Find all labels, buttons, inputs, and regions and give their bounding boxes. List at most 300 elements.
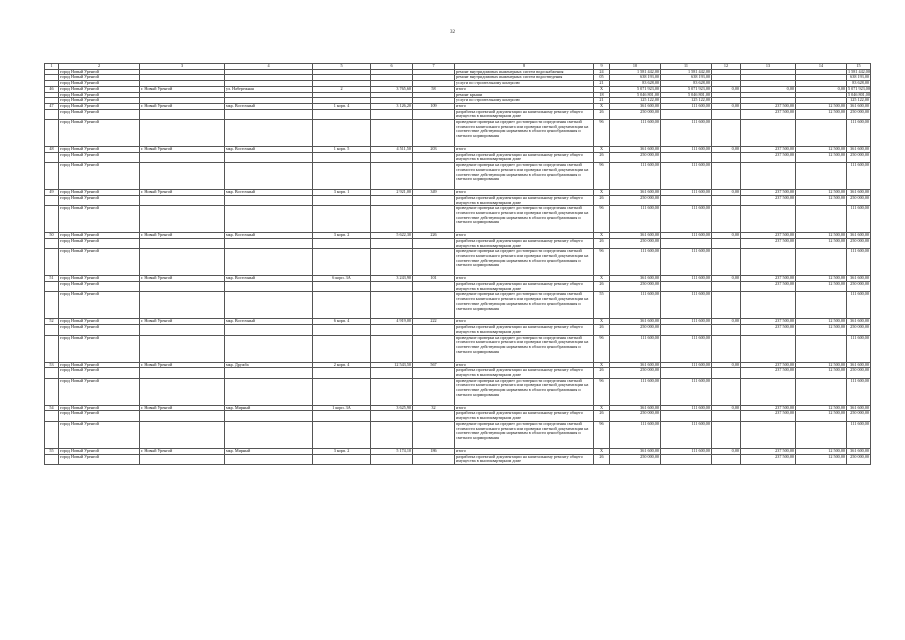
table-cell: город Новый Уренгой	[59, 282, 140, 292]
table-cell: 50	[45, 233, 59, 239]
table-cell: 111 600,00	[847, 249, 871, 276]
table-cell	[45, 195, 59, 205]
table-cell	[661, 109, 712, 119]
table-cell	[140, 325, 225, 335]
table-cell	[313, 411, 371, 421]
table-cell: 1 корп. 3А	[313, 405, 371, 411]
table-cell	[225, 163, 313, 190]
table-cell	[225, 454, 313, 464]
table-cell: 250 000,00	[847, 282, 871, 292]
table-cell: 361 600,00	[610, 233, 661, 239]
table-cell	[225, 335, 313, 362]
table-cell: разработка проектной документации на капитальному ремонту общего имущества в многоквартирном доме	[455, 411, 594, 421]
table-cell	[225, 152, 313, 162]
table-cell: 125 122,00	[661, 98, 712, 104]
table-cell	[712, 195, 741, 205]
table-cell: 2	[313, 86, 371, 92]
table-cell: услуги по строительному контролю	[455, 81, 594, 87]
table-cell: 111 600,00	[661, 421, 712, 448]
table-row	[45, 411, 871, 421]
table-cell: 6 корп. 4	[313, 319, 371, 325]
table-cell: 0,00	[796, 86, 847, 92]
table-cell: 0,00	[712, 448, 741, 454]
table-cell: 361 600,00	[847, 190, 871, 196]
table-cell	[225, 238, 313, 248]
table-cell: 237 500,00	[741, 454, 796, 464]
table-cell: город Новый Уренгой	[59, 147, 140, 153]
table-cell: город Новый Уренгой	[59, 75, 140, 81]
table-cell	[741, 206, 796, 233]
table-cell: 12 500,00	[796, 454, 847, 464]
table-cell: г. Новый Уренгой	[140, 276, 225, 282]
table-cell: итого	[455, 103, 594, 109]
table-cell: итого	[455, 319, 594, 325]
table-cell: 111 600,00	[661, 206, 712, 233]
table-cell	[371, 109, 413, 119]
table-cell	[413, 152, 455, 162]
table-cell: 250 000,00	[610, 282, 661, 292]
table-cell: 237 500,00	[741, 448, 796, 454]
table-cell	[741, 292, 796, 319]
table-cell: город Новый Уренгой	[59, 103, 140, 109]
table-cell: 0,00	[712, 147, 741, 153]
table-cell: 26	[594, 411, 610, 421]
table-cell: 361 600,00	[847, 448, 871, 454]
table-row	[45, 109, 871, 119]
table-cell	[140, 421, 225, 448]
column-number: 4	[225, 64, 313, 70]
table-cell	[140, 152, 225, 162]
table-cell	[741, 378, 796, 405]
table-cell: проведение проверки на предмет достоверности определения сметной стоимости капитального ремонта или проверки сметной документации на соответствие действующим нормативам в области ценообразования и сметного нормирования	[455, 292, 594, 319]
table-cell: 638 193,00	[610, 75, 661, 81]
table-cell: 186	[413, 448, 455, 454]
table-cell: 5 046 801,00	[610, 92, 661, 98]
table-cell	[45, 120, 59, 147]
table-cell: ремонт внутридомовых инженерных систем водоснабжения	[455, 69, 594, 75]
table-cell: 101	[413, 276, 455, 282]
table-cell	[371, 378, 413, 405]
table-cell: 361 600,00	[610, 276, 661, 282]
table-cell: итого	[455, 190, 594, 196]
table-cell: 5 046 801,00	[661, 92, 712, 98]
table-cell: 237 500,00	[741, 319, 796, 325]
table-cell: г. Новый Уренгой	[140, 147, 225, 153]
column-number: 11	[661, 64, 712, 70]
table-cell	[741, 335, 796, 362]
table-cell: 12 500,00	[796, 319, 847, 325]
table-cell: итого	[455, 233, 594, 239]
table-cell	[313, 325, 371, 335]
table-cell: проведение проверки на предмет достоверности определения сметной стоимости капитального ремонта или проверки сметной документации на соответствие действующим нормативам в области ценообразования и сметного нормирования	[455, 335, 594, 362]
table-cell: 12 500,00	[796, 109, 847, 119]
table-cell: город Новый Уренгой	[59, 81, 140, 87]
table-cell: 250 000,00	[847, 454, 871, 464]
table-cell: 0,00	[712, 233, 741, 239]
table-cell: 0,00	[712, 405, 741, 411]
table-cell: 12 500,00	[796, 282, 847, 292]
table-cell: 0,00	[741, 86, 796, 92]
table-cell: 111 600,00	[847, 335, 871, 362]
table-row	[45, 368, 871, 378]
table-cell: 250 000,00	[610, 195, 661, 205]
table-row	[45, 249, 871, 276]
table-cell: 1 581 442,00	[661, 69, 712, 75]
table-cell: 250 000,00	[610, 152, 661, 162]
table-cell: город Новый Уренгой	[59, 454, 140, 464]
table-cell: 125 122,00	[610, 98, 661, 104]
table-cell: город Новый Уренгой	[59, 249, 140, 276]
table-cell: разработка проектной документации на капитальному ремонту общего имущества в многоквартирном доме	[455, 282, 594, 292]
table-cell: 55	[45, 448, 59, 454]
table-cell: 53	[45, 362, 59, 368]
table-cell: 5 622,30	[371, 233, 413, 239]
table-cell	[741, 120, 796, 147]
table-cell: 237 500,00	[741, 276, 796, 282]
page-number: 32	[450, 30, 455, 35]
table-cell: 237 500,00	[741, 152, 796, 162]
table-cell: 1 581 442,00	[610, 69, 661, 75]
table-cell: 3 243,90	[371, 276, 413, 282]
table-cell	[413, 109, 455, 119]
table-cell	[712, 152, 741, 162]
table-cell: город Новый Уренгой	[59, 206, 140, 233]
table-cell: мкр. Восточный	[225, 103, 313, 109]
table-cell	[313, 152, 371, 162]
table-cell: г. Новый Уренгой	[140, 405, 225, 411]
table-cell: 26	[594, 238, 610, 248]
table-cell: X	[594, 405, 610, 411]
table-cell: 96	[594, 206, 610, 233]
table-cell	[413, 120, 455, 147]
table-cell: город Новый Уренгой	[59, 448, 140, 454]
table-cell: 361 600,00	[610, 147, 661, 153]
table-cell: 12 500,00	[796, 147, 847, 153]
table-cell: г. Новый Уренгой	[140, 103, 225, 109]
table-row	[45, 238, 871, 248]
table-cell: 111 600,00	[847, 120, 871, 147]
table-cell	[140, 454, 225, 464]
table-cell: 111 600,00	[610, 163, 661, 190]
table-cell: 5 071 923,00	[610, 86, 661, 92]
table-cell: 125 122,00	[847, 98, 871, 104]
table-cell: 58	[413, 86, 455, 92]
table-cell	[413, 368, 455, 378]
table-cell	[796, 120, 847, 147]
table-cell: 0,00	[712, 103, 741, 109]
table-cell	[313, 282, 371, 292]
table-cell: 361 600,00	[610, 362, 661, 368]
table-cell	[313, 206, 371, 233]
table-cell: 26	[594, 282, 610, 292]
table-cell: разработка проектной документации на капитальному ремонту общего имущества в многоквартирном доме	[455, 368, 594, 378]
table-cell	[140, 249, 225, 276]
table-cell: 21	[594, 81, 610, 87]
table-cell: 3 625,90	[371, 405, 413, 411]
table-row	[45, 421, 871, 448]
table-cell: 250 000,00	[847, 238, 871, 248]
table-cell: город Новый Уренгой	[59, 98, 140, 104]
table-cell: 237 500,00	[741, 362, 796, 368]
table-cell: X	[594, 86, 610, 92]
table-cell: 2 корп. 4	[313, 362, 371, 368]
table-cell: 250 000,00	[610, 325, 661, 335]
table-cell: 21	[594, 98, 610, 104]
table-cell: 226	[413, 233, 455, 239]
table-cell	[140, 109, 225, 119]
table-cell: 12 500,00	[796, 233, 847, 239]
table-cell: 237 500,00	[741, 103, 796, 109]
table-cell: 237 500,00	[741, 109, 796, 119]
table-cell: 237 500,00	[741, 195, 796, 205]
table-cell	[45, 325, 59, 335]
table-cell	[140, 378, 225, 405]
table-cell	[371, 411, 413, 421]
table-row	[45, 120, 871, 147]
table-cell	[225, 292, 313, 319]
table-cell: X	[594, 362, 610, 368]
table-cell: 111 600,00	[661, 147, 712, 153]
column-number: 9	[594, 64, 610, 70]
table-cell	[712, 292, 741, 319]
table-cell	[712, 120, 741, 147]
table-cell: 12 543,50	[371, 362, 413, 368]
table-cell: 111 600,00	[661, 233, 712, 239]
table-cell: 111 600,00	[610, 421, 661, 448]
table-cell: город Новый Уренгой	[59, 92, 140, 98]
table-cell: 26	[594, 152, 610, 162]
table-cell: г. Новый Уренгой	[140, 362, 225, 368]
table-cell: проведение проверки на предмет достоверности определения сметной стоимости капитального ремонта или проверки сметной документации на соответствие действующим нормативам в области ценообразования и сметного нормирования	[455, 421, 594, 448]
table-cell: г. Новый Уренгой	[140, 233, 225, 239]
table-cell: город Новый Уренгой	[59, 368, 140, 378]
table-cell: 250 000,00	[847, 109, 871, 119]
table-cell	[140, 163, 225, 190]
table-cell: 222	[413, 319, 455, 325]
table-cell: 3 корп. 2	[313, 233, 371, 239]
table-cell	[661, 152, 712, 162]
table-cell: город Новый Уренгой	[59, 69, 140, 75]
table-cell: 250 000,00	[610, 238, 661, 248]
table-cell: город Новый Уренгой	[59, 190, 140, 196]
table-cell: 12 500,00	[796, 411, 847, 421]
table-cell: разработка проектной документации на капитальному ремонту общего имущества в многоквартирном доме	[455, 152, 594, 162]
table-cell	[313, 335, 371, 362]
table-cell	[413, 325, 455, 335]
table-cell: 237 500,00	[741, 405, 796, 411]
table-cell: 349	[413, 190, 455, 196]
table-cell: 111 600,00	[661, 103, 712, 109]
table-cell	[371, 163, 413, 190]
table-cell: 111 600,00	[661, 378, 712, 405]
table-cell	[712, 163, 741, 190]
capital-repair-register-table	[44, 63, 871, 465]
column-number: 6	[371, 64, 413, 70]
table-cell: 250 000,00	[847, 325, 871, 335]
table-cell: 2 921,00	[371, 190, 413, 196]
table-cell: 12 500,00	[796, 405, 847, 411]
table-cell: 111 600,00	[661, 120, 712, 147]
table-cell: мкр. Мирный	[225, 448, 313, 454]
table-cell: 0,00	[712, 362, 741, 368]
table-cell: 3 корп. 2	[313, 448, 371, 454]
table-cell	[371, 368, 413, 378]
table-cell	[712, 454, 741, 464]
table-cell	[45, 163, 59, 190]
table-cell	[45, 292, 59, 319]
table-cell	[225, 378, 313, 405]
table-cell	[225, 109, 313, 119]
table-cell	[796, 378, 847, 405]
table-cell: 250 000,00	[610, 368, 661, 378]
table-cell: 12 500,00	[796, 238, 847, 248]
table-cell: 111 600,00	[661, 249, 712, 276]
table-cell	[313, 454, 371, 464]
table-cell	[140, 195, 225, 205]
table-cell: 4 919,00	[371, 319, 413, 325]
table-cell: 237 500,00	[741, 147, 796, 153]
table-cell: 05	[594, 75, 610, 81]
table-cell: 12 500,00	[796, 325, 847, 335]
table-cell: 52	[45, 319, 59, 325]
table-cell	[413, 421, 455, 448]
table-cell: 250 000,00	[847, 368, 871, 378]
table-cell: 4 511,50	[371, 147, 413, 153]
table-cell	[45, 411, 59, 421]
column-number: 13	[741, 64, 796, 70]
table-cell	[661, 195, 712, 205]
table-cell: проведение проверки на предмет достоверности определения сметной стоимости капитального ремонта или проверки сметной документации на соответствие действующим нормативам в области ценообразования и сметного нормирования	[455, 378, 594, 405]
table-cell: X	[594, 103, 610, 109]
table-cell	[413, 206, 455, 233]
table-cell: 48	[45, 147, 59, 153]
table-cell: 55	[594, 292, 610, 319]
table-cell: проведение проверки на предмет достоверности определения сметной стоимости капитального ремонта или проверки сметной документации на соответствие действующим нормативам в области ценообразования и сметного нормирования	[455, 120, 594, 147]
table-cell: 361 600,00	[847, 362, 871, 368]
table-cell	[225, 325, 313, 335]
table-cell: 24	[594, 69, 610, 75]
table-cell	[413, 454, 455, 464]
table-cell	[741, 249, 796, 276]
table-cell	[413, 411, 455, 421]
table-cell	[225, 421, 313, 448]
table-cell: город Новый Уренгой	[59, 411, 140, 421]
table-cell	[225, 411, 313, 421]
table-cell	[371, 152, 413, 162]
table-cell	[712, 411, 741, 421]
table-cell: 96	[594, 335, 610, 362]
table-cell	[796, 206, 847, 233]
table-cell	[371, 249, 413, 276]
column-number: 15	[847, 64, 871, 70]
table-cell: 83 628,00	[847, 81, 871, 87]
table-cell: 49	[45, 190, 59, 196]
table-cell: город Новый Уренгой	[59, 120, 140, 147]
table-cell: 0,00	[712, 276, 741, 282]
table-cell: 111 600,00	[847, 206, 871, 233]
table-cell: 111 600,00	[661, 319, 712, 325]
table-cell: 3 корп. 1	[313, 190, 371, 196]
table-cell	[313, 120, 371, 147]
table-cell: разработка проектной документации на капитальному ремонту общего имущества в многоквартирном доме	[455, 109, 594, 119]
table-cell: 5 046 801,00	[848, 92, 870, 97]
table-cell: 250 000,00	[847, 411, 871, 421]
table-cell	[712, 335, 741, 362]
table-cell	[413, 335, 455, 362]
table-cell: 250 000,00	[610, 454, 661, 464]
table-cell: 638 193,00	[847, 75, 871, 81]
table-cell: 0,00	[712, 190, 741, 196]
table-cell	[45, 109, 59, 119]
table-cell: проведение проверки на предмет достоверности определения сметной стоимости капитального ремонта или проверки сметной документации на соответствие действующим нормативам в области ценообразования и сметного нормирования	[455, 163, 594, 190]
table-cell: мкр. Мирный	[225, 405, 313, 411]
table-cell	[140, 292, 225, 319]
table-cell: город Новый Уренгой	[59, 421, 140, 448]
table-cell: 111 600,00	[610, 292, 661, 319]
column-number: 3	[140, 64, 225, 70]
table-cell: город Новый Уренгой	[59, 362, 140, 368]
table-cell: 47	[45, 103, 59, 109]
column-number: 8	[455, 64, 594, 70]
table-cell: г. Новый Уренгой	[140, 448, 225, 454]
table-cell	[313, 238, 371, 248]
table-cell	[140, 206, 225, 233]
table-cell: 12 500,00	[796, 276, 847, 282]
table-cell: город Новый Уренгой	[59, 325, 140, 335]
table-cell: 250 000,00	[847, 195, 871, 205]
table-cell: город Новый Уренгой	[59, 109, 140, 119]
table-cell: проведение проверки на предмет достоверности определения сметной стоимости капитального ремонта или проверки сметной документации на соответствие действующим нормативам в области ценообразования и сметного нормирования	[455, 249, 594, 276]
table-cell: 3 765,60	[371, 86, 413, 92]
table-cell	[371, 206, 413, 233]
table-cell: г. Новый Уренгой	[140, 319, 225, 325]
table-cell: г. Новый Уренгой	[140, 86, 225, 92]
table-cell	[741, 421, 796, 448]
table-cell: разработка проектной документации на капитальному ремонту общего имущества в многоквартирном доме	[455, 454, 594, 464]
table-cell	[712, 206, 741, 233]
table-cell: 237 500,00	[741, 368, 796, 378]
table-cell: 54	[45, 405, 59, 411]
table-cell	[371, 238, 413, 248]
table-row	[45, 378, 871, 405]
table-cell: 83 628,00	[661, 81, 712, 87]
table-cell: 250 000,00	[610, 109, 661, 119]
table-cell: итого	[455, 86, 594, 92]
table-cell: 96	[594, 421, 610, 448]
table-cell: 12 500,00	[796, 362, 847, 368]
table-cell: 46	[45, 86, 59, 92]
table-cell: город Новый Уренгой	[59, 86, 140, 92]
table-cell	[45, 282, 59, 292]
table-cell	[140, 238, 225, 248]
table-cell: 32	[413, 405, 455, 411]
table-cell: ремонт крыши	[455, 92, 594, 98]
table-cell: 361 600,00	[847, 233, 871, 239]
table-cell: 96	[594, 378, 610, 405]
table-cell	[413, 163, 455, 190]
table-cell: 111 600,00	[661, 405, 712, 411]
table-cell: 361 600,00	[847, 319, 871, 325]
table-cell	[796, 163, 847, 190]
table-cell: 111 600,00	[847, 292, 871, 319]
table-cell	[45, 378, 59, 405]
column-number: 7	[413, 64, 455, 70]
table-cell	[712, 325, 741, 335]
table-cell: 18	[594, 92, 610, 98]
table-cell: город Новый Уренгой	[59, 276, 140, 282]
table-cell: 111 600,00	[661, 362, 712, 368]
table-cell: 111 600,00	[847, 163, 871, 190]
